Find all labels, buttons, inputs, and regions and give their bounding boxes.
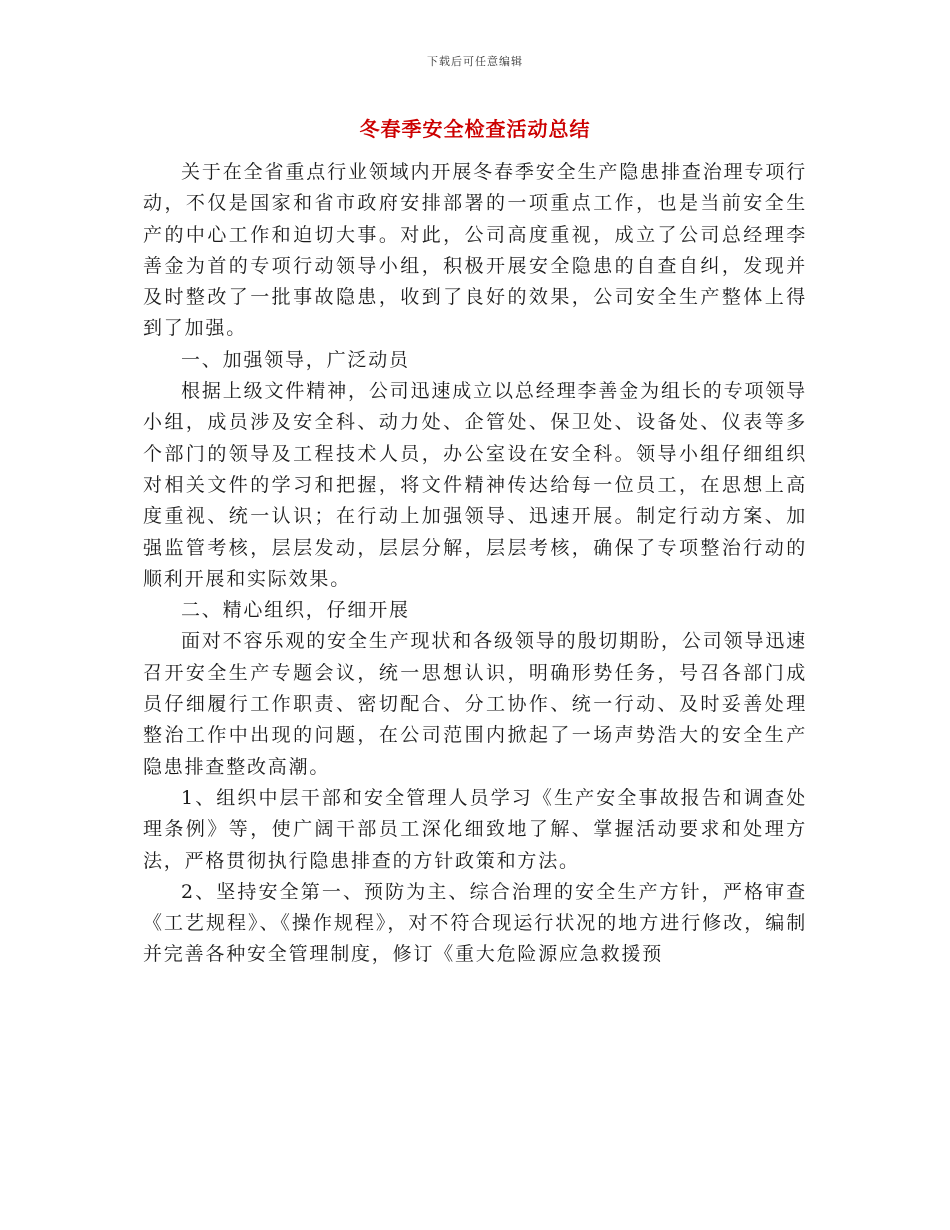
section-1-paragraph: 根据上级文件精神，公司迅速成立以总经理李善金为组长的专项领导小组，成员涉及安全科、动力处、企管处、保卫处、设备处、仪表等多个部门的领导及工程技术人员，办公室设在安全科。领导小组仔细组织对相关文件的学习和把握，将文件精神传达给每一位员工，在思想上高度重视、统一认识；在行动上加强领导、迅速开展。制定行动方案、加强监管考核，层层发动，层层分解，层层考核，确保了专项整治行动的顺利开展和实际效果。 (143, 380, 807, 590)
download-note: 下载后可任意编辑 (427, 55, 523, 68)
intro-paragraph: 关于在全省重点行业领域内开展冬春季安全生产隐患排查治理专项行动，不仅是国家和省市政府安排部署的一项重点工作，也是当前安全生产的中心工作和迫切大事。对此，公司高度重视，成立了公司总经理李善金为首的专项行动领导小组，积极开展安全隐患的自查自纠，发现并及时整改了一批事故隐患，收到了良好的效果，公司安全生产整体上得到了加强。 (143, 161, 807, 340)
section-heading-1: 一、加强领导，广泛动员 (181, 348, 410, 371)
document-body (143, 157, 807, 971)
list-item-2: 2、坚持安全第一、预防为主、综合治理的安全生产方针，严格审查《工艺规程》、《操作规程》，对不符合现运行状况的地方进行修改，编制并完善各种安全管理制度，修订《重大危险源应急救援预 (143, 880, 807, 966)
list-item-1: 1、组织中层干部和安全管理人员学习《生产安全事故报告和调查处理条例》等，使广阔干部员工深化细致地了解、掌握活动要求和处理方法，严格贯彻执行隐患排查的方针政策和方法。 (143, 786, 807, 872)
document-title: 冬春季安全检查活动总结 (359, 117, 591, 141)
section-2-paragraph: 面对不容乐观的安全生产现状和各级领导的殷切期盼，公司领导迅速召开安全生产专题会议，统一思想认识，明确形势任务，号召各部门成员仔细履行工作职责、密切配合、分工协作、统一行动、及时妥善处理整治工作中出现的问题，在公司范围内掀起了一场声势浩大的安全生产隐患排查整改高潮。 (143, 630, 807, 778)
section-heading-2: 二、精心组织，仔细开展 (181, 599, 410, 622)
